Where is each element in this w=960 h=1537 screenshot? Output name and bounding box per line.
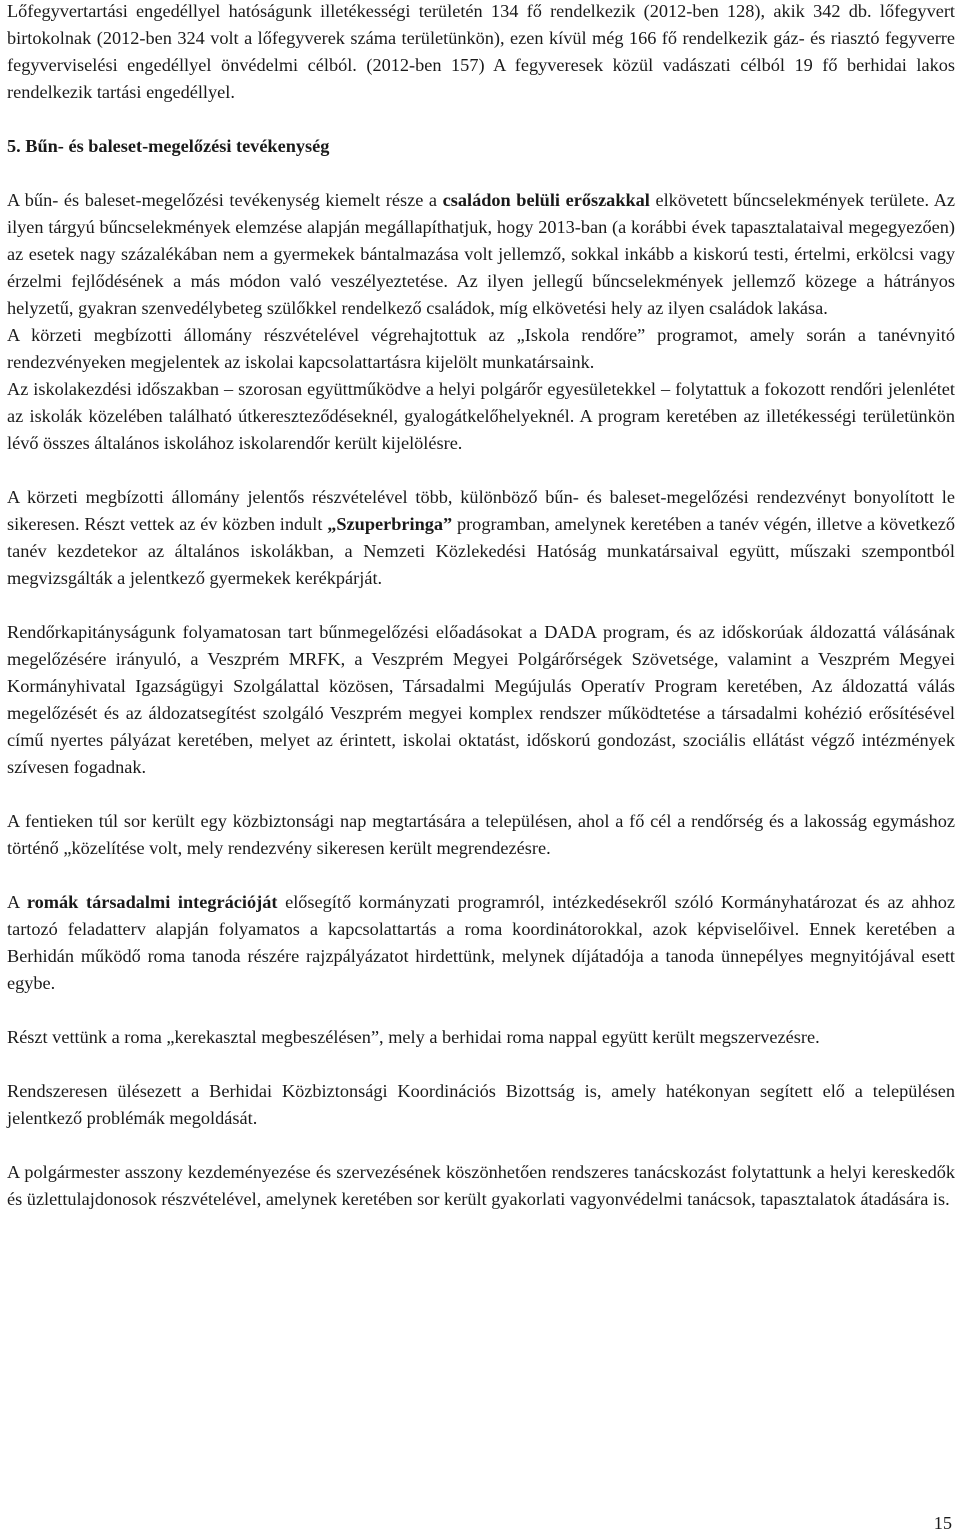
spacer [7, 1051, 955, 1078]
committee-paragraph: Rendszeresen ülésezett a Berhidai Közbiztonsági Koordinációs Bizottság is, amely hatékonyan segített elő a településen jelentkező problémák megoldását. [7, 1081, 955, 1128]
domestic-violence-paragraph [7, 187, 955, 322]
szuperbringa-paragraph [7, 484, 955, 592]
public-safety-day-paragraph: A fentieken túl sor került egy közbiztonsági nap megtartására a településen, ahol a fő cél a rendőrség és a lakosság egymáshoz történő „közelítése volt, mely rendezvény sikeresen került megrendezésre. [7, 811, 955, 858]
spacer [7, 862, 955, 889]
spacer [7, 106, 955, 133]
firearms-paragraph: Lőfegyvertartási engedéllyel hatóságunk illetékességi területén 134 fő rendelkezik (2012-ben 128), akik 342 db. lőfegyvert birtokolnak (2012-ben 324 volt a lőfegyverek száma területünkön), ezen kívül még 166 fő rendelkezik gáz- és riasztó fegyverre fegyverviselési engedéllyel önvédelmi célból. (2012-ben 157) A fegyveresek közül vadászati célból 19 fő berhidai lakos rendelkezik tartási engedéllyel. [7, 1, 955, 102]
spacer [7, 1132, 955, 1159]
spacer [7, 781, 955, 808]
bold-text-run: romák társadalmi integrációját [26, 892, 278, 912]
spacer [7, 592, 955, 619]
roma-integration-paragraph [7, 889, 955, 997]
dada-program-paragraph: Rendőrkapitányságunk folyamatosan tart bűnmegelőzési előadásokat a DADA program, és az időskorúak áldozattá válásának megelőzésére irányuló, a Veszprém MRFK, a Veszprém Megyei Polgárőrségek Szövetsége, valamint a Veszprém Megyei Kormányhivatal Igazságügyi Szolgálattal közösen, Társadalmi Megújulás Operatív Program keretében, Az áldozattá válás megelőzését és az áldozatsegítést szolgáló Veszprém megyei komplex rendszer működtetése a társadalmi kohézió erősítésével című nyertes pályázat keretében, melyet az érintett, iskolai oktatást, időskorú gondozást, szociális ellátást végző intézmények szívesen fogadnak. [7, 622, 955, 777]
section-heading: 5. Bűn- és baleset-megelőzési tevékenység [7, 136, 330, 156]
school-police-paragraph: A körzeti megbízotti állomány részvételével végrehajtottuk az „Iskola rendőre” programot, amely során a tanévnyitó rendezvényeken megjelentek az iskolai kapcsolattartásra kijelölt munkatársaink. [7, 325, 955, 372]
spacer [7, 457, 955, 484]
mayor-initiative-paragraph: A polgármester asszony kezdeményezése és szervezésének köszönhetően rendszeres tanácskozást folytattunk a helyi kereskedők és üzlettulajdonosok részvételével, amelynek keretében sor került gyakorlati vagyonvédelmi tanácsok, tapasztalatok átadására is. [7, 1162, 955, 1209]
page-number: 15 [933, 1513, 952, 1533]
bold-text-run: családon belüli erőszakkal [442, 190, 650, 210]
text-run: A [7, 892, 27, 912]
roundtable-paragraph: Részt vettünk a roma „kerekasztal megbeszélésen”, mely a berhidai roma nappal együtt került megszervezésre. [7, 1027, 820, 1047]
school-start-paragraph: Az iskolakezdési időszakban – szorosan együttműködve a helyi polgárőr egyesületekkel – folytattuk a fokozott rendőri jelenlétet az iskolák közelében található útkereszteződéseknél, gyalogátkelőhelyeknél. A program keretében az illetékességi területünkön lévő összes általános iskolához iskolarendőr került kijelölésre. [7, 379, 955, 453]
text-run: programban, amelynek keretében a tanév végén, illetve a következő tanév kezdetekor az általános iskolákban, a Nemzeti Közlekedési Hatóság munkatársaival együtt, műszaki szempontból megvizsgálták a jelentkező gyermekek kerékpárját. [7, 514, 955, 588]
text-run: A körzeti megbízotti állomány jelentős részvételével több, különböző bűn- és baleset-megelőzési rendezvényt bonyolított le sikeresen. Részt vettek az év közben indult [7, 487, 955, 534]
document-page [7, 0, 955, 1213]
bold-text-run: „Szuperbringa” [327, 514, 453, 534]
spacer [7, 997, 955, 1024]
text-run: A bűn- és baleset-megelőzési tevékenység kiemelt része a [7, 190, 443, 210]
text-run: elősegítő kormányzati programról, intézkedésekről szóló Kormányhatározat és az ahhoz tartozó feladatterv alapján folyamatos a kapcsolattartás a roma koordinátorokkal, azok képviselőivel. Ennek keretében a Berhidán működő roma tanoda részére rajzpályázatot hirdettünk, melynek díjátadója a tanoda ünnepélyes megnyitójával esett egybe. [7, 892, 955, 993]
text-run: elkövetett bűncselekmények területe. Az ilyen tárgyú bűncselekmények elemzése alapján megállapíthatjuk, hogy 2013-ban (a korábbi évek tapasztalataival megegyezően) az esetek nagy százalékában nem a gyermekek bántalmazása volt jellemző, sokkal inkább a kiskorú testi, értelmi, erkölcsi vagy érzelmi fejlődésének a más módon való veszélyeztetése. Az ilyen jellegű bűncselekmények jellemző közege a hátrányos helyzetű, gyakran szenvedélybeteg szülőkkel rendelkező családok, míg elkövetési hely az ilyen családok lakása. [7, 190, 956, 318]
spacer [7, 160, 955, 187]
